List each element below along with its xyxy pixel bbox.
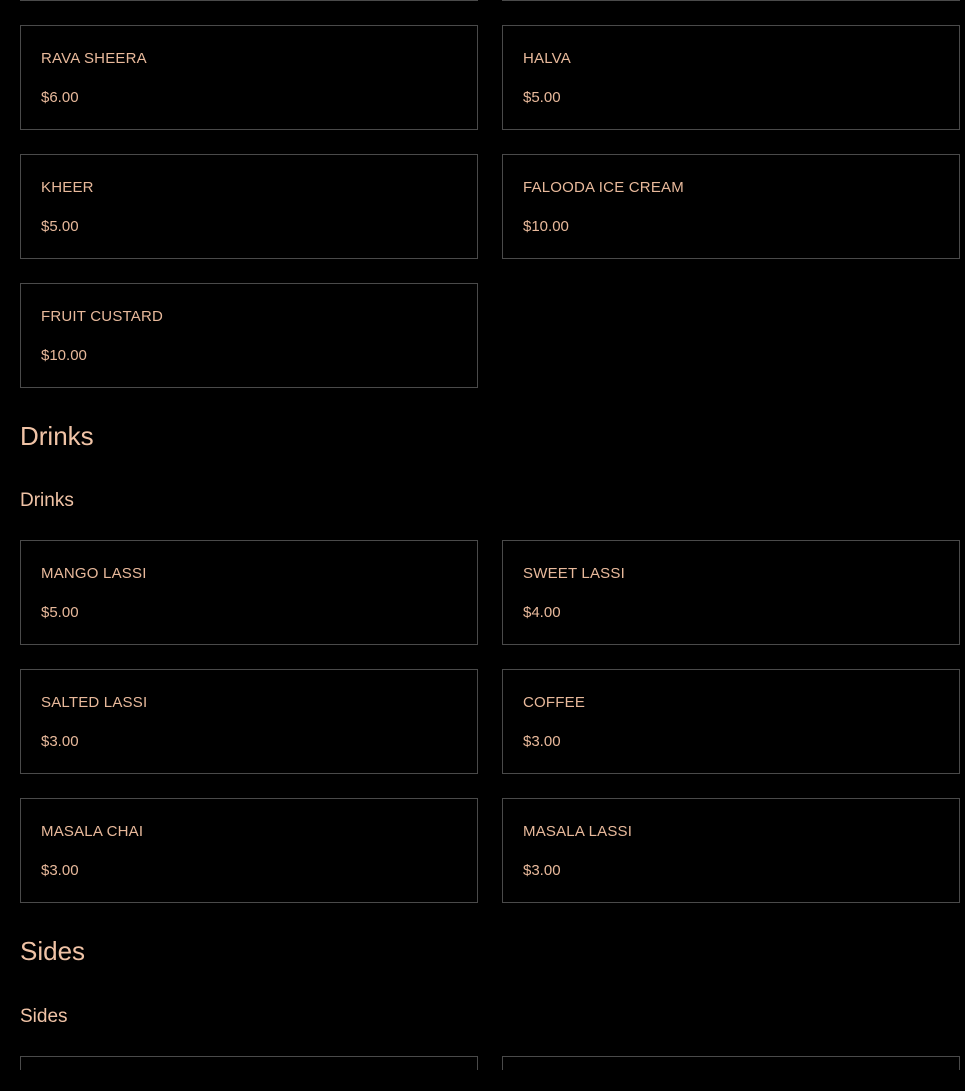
menu-item-price: $3.00 — [523, 733, 561, 750]
card-bottom-edge — [20, 0, 478, 1]
menu-item-card[interactable] — [502, 669, 960, 774]
menu-item-card[interactable] — [20, 798, 478, 903]
menu-item-price: $10.00 — [523, 218, 569, 235]
menu-item-name: RAVA SHEERA — [41, 50, 147, 67]
menu-item-name: MANGO LASSI — [41, 565, 147, 582]
menu-item-price: $3.00 — [41, 862, 79, 879]
menu-item-name: COFFEE — [523, 694, 586, 711]
desserts-menu-grid — [20, 25, 960, 388]
menu-item-card[interactable] — [20, 25, 478, 130]
menu-item-price: $5.00 — [41, 604, 79, 621]
menu-item-name: SWEET LASSI — [523, 565, 625, 582]
menu-item-price: $10.00 — [41, 347, 87, 364]
section-title-sides: Sides — [20, 936, 86, 966]
menu-item-card[interactable] — [502, 25, 960, 130]
menu-item-card[interactable] — [20, 283, 478, 388]
subsection-title-drinks: Drinks — [20, 490, 74, 511]
menu-item-card[interactable] — [502, 154, 960, 259]
menu-item-name: KHEER — [41, 179, 94, 196]
menu-item-card[interactable] — [502, 540, 960, 645]
subsection-title-sides: Sides — [20, 1006, 68, 1027]
menu-item-price: $6.00 — [41, 89, 79, 106]
menu-item-name: FALOODA ICE CREAM — [523, 179, 684, 196]
menu-item-price: $3.00 — [41, 733, 79, 750]
menu-item-card[interactable] — [20, 1056, 478, 1070]
menu-item-name: MASALA CHAI — [41, 823, 144, 840]
menu-item-card[interactable] — [20, 540, 478, 645]
menu-item-name: SALTED LASSI — [41, 694, 148, 711]
card-bottom-edge — [502, 0, 960, 1]
menu-item-card[interactable] — [502, 1056, 960, 1070]
menu-item-card[interactable] — [20, 154, 478, 259]
drinks-menu-grid — [20, 540, 960, 903]
menu-item-card[interactable] — [20, 669, 478, 774]
menu-item-price: $5.00 — [523, 89, 561, 106]
menu-item-name: MASALA LASSI — [523, 823, 633, 840]
menu-item-price: $3.00 — [523, 862, 561, 879]
menu-item-price: $4.00 — [523, 604, 561, 621]
menu-item-card[interactable] — [502, 798, 960, 903]
menu-item-name: FRUIT CUSTARD — [41, 308, 164, 325]
section-title-drinks: Drinks — [20, 421, 94, 451]
menu-item-name: HALVA — [523, 50, 571, 67]
menu-item-price: $5.00 — [41, 218, 79, 235]
